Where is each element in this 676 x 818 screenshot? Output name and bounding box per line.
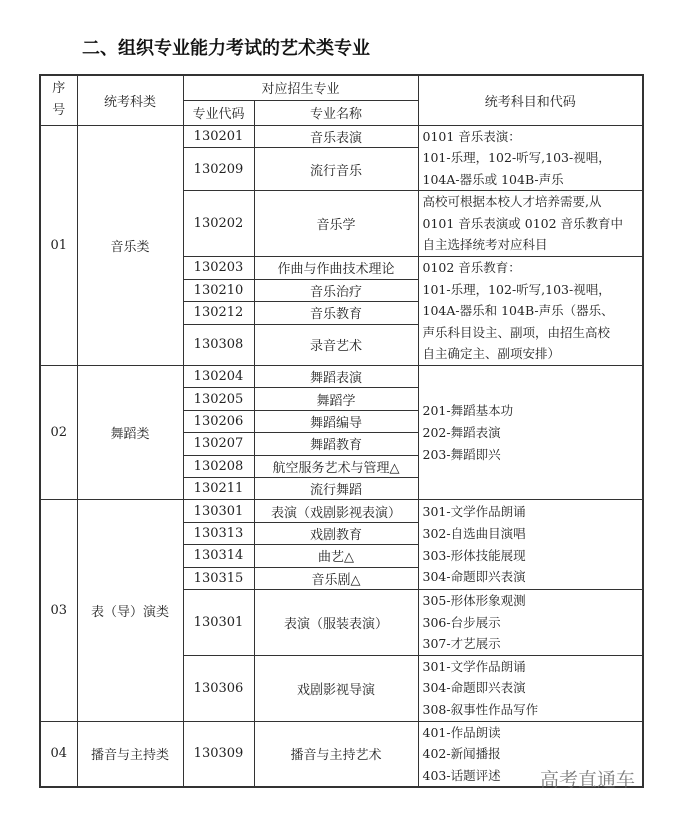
exam-line: 304-命题即兴表演 <box>422 569 526 585</box>
major-code: 130313 <box>183 522 254 544</box>
major-name: 舞蹈学 <box>254 388 418 410</box>
major-code: 130206 <box>183 410 254 432</box>
major-name: 音乐治疗 <box>254 279 418 301</box>
major-name: 曲艺△ <box>254 545 418 567</box>
exam-line: 0102 音乐教育： <box>422 260 521 276</box>
exam-line: 自主确定主、副项安排） <box>422 346 561 362</box>
group-number: 01 <box>40 125 77 366</box>
major-name: 音乐剧△ <box>254 567 418 589</box>
exam-line: 303-形体技能展现 <box>422 547 526 563</box>
exam-line: 0101 音乐表演： <box>422 128 521 144</box>
major-name: 表演（戏剧影视表演） <box>254 500 418 522</box>
exam-line: 104A-器乐和 104B-声乐（器乐、 <box>422 303 614 319</box>
major-name: 作曲与作曲技术理论 <box>254 257 418 279</box>
exam-subjects <box>418 500 643 590</box>
major-code: 130202 <box>183 191 254 257</box>
major-name: 舞蹈教育 <box>254 433 418 455</box>
major-code: 130211 <box>183 477 254 499</box>
exam-line: 声乐科目设主、副项，由招生高校 <box>422 324 611 340</box>
exam-line: 304-命题即兴表演 <box>422 680 526 696</box>
exam-line: 301-文学作品朗诵 <box>422 658 526 674</box>
art-majors-table <box>39 74 644 788</box>
header-category: 统考科类 <box>77 75 183 125</box>
exam-line: 302-自选曲目演唱 <box>422 526 526 542</box>
major-code: 130314 <box>183 545 254 567</box>
major-name: 表演（服装表演） <box>254 589 418 655</box>
exam-line: 308-叙事性作品写作 <box>422 701 539 717</box>
group-number: 02 <box>40 366 77 500</box>
exam-line: 203-舞蹈即兴 <box>422 446 501 462</box>
watermark: 高考直通车 <box>540 769 636 791</box>
major-name: 舞蹈表演 <box>254 366 418 388</box>
header-majors-group: 对应招生专业 <box>183 75 418 100</box>
major-code: 130306 <box>183 655 254 721</box>
major-name: 音乐教育 <box>254 302 418 324</box>
major-name: 航空服务艺术与管理△ <box>254 455 418 477</box>
exam-line: 104A-器乐或 104B-声乐 <box>422 171 564 187</box>
major-name: 戏剧影视导演 <box>254 655 418 721</box>
group-category: 舞蹈类 <box>77 366 183 500</box>
table-row <box>40 500 643 522</box>
exam-subjects <box>418 655 643 721</box>
exam-line: 307-才艺展示 <box>422 636 501 652</box>
exam-line: 101-乐理，102-听写,103-视唱， <box>422 150 611 166</box>
group-number: 04 <box>40 721 77 787</box>
major-code: 130308 <box>183 324 254 366</box>
major-code: 130207 <box>183 433 254 455</box>
exam-line: 305-形体形象观测 <box>422 592 526 608</box>
major-name: 播音与主持艺术 <box>254 721 418 787</box>
exam-line: 401-作品朗读 <box>422 724 501 740</box>
major-code: 130212 <box>183 302 254 324</box>
table-body <box>40 125 643 787</box>
exam-subjects <box>418 125 643 191</box>
exam-line: 306-台步展示 <box>422 614 501 630</box>
major-code: 130203 <box>183 257 254 279</box>
major-code: 130204 <box>183 366 254 388</box>
major-code: 130205 <box>183 388 254 410</box>
major-name: 流行舞蹈 <box>254 477 418 499</box>
exam-line: 高校可根据本校人才培养需要,从 <box>422 194 602 210</box>
table-row <box>40 125 643 148</box>
header-exam: 统考科目和代码 <box>418 75 643 125</box>
major-name: 录音艺术 <box>254 324 418 366</box>
header-major-code: 专业代码 <box>183 100 254 125</box>
major-code: 130208 <box>183 455 254 477</box>
major-code: 130210 <box>183 279 254 301</box>
exam-line: 101-乐理，102-听写,103-视唱， <box>422 281 611 297</box>
exam-line: 201-舞蹈基本功 <box>422 403 514 419</box>
exam-subjects <box>418 589 643 655</box>
exam-line: 301-文学作品朗诵 <box>422 504 526 520</box>
exam-line: 403-话题评述 <box>422 767 501 783</box>
major-name: 音乐表演 <box>254 125 418 148</box>
major-code: 130209 <box>183 148 254 191</box>
exam-subjects <box>418 366 643 500</box>
major-code: 130301 <box>183 500 254 522</box>
exam-line: 402-新闻播报 <box>422 746 501 762</box>
exam-line: 0101 音乐表演或 0102 音乐教育中 <box>422 215 624 231</box>
header-major-name: 专业名称 <box>254 100 418 125</box>
exam-line: 自主选择统考对应科目 <box>422 237 548 253</box>
table-row <box>40 366 643 388</box>
header-no: 序号 <box>40 75 77 125</box>
major-name: 流行音乐 <box>254 148 418 191</box>
major-code: 130315 <box>183 567 254 589</box>
exam-subjects <box>418 257 643 366</box>
group-category: 播音与主持类 <box>77 721 183 787</box>
major-code: 130201 <box>183 125 254 148</box>
major-name: 舞蹈编导 <box>254 410 418 432</box>
section-title: 二、组织专业能力考试的艺术类专业 <box>82 38 370 59</box>
exam-subjects <box>418 191 643 257</box>
major-code: 130309 <box>183 721 254 787</box>
group-category: 音乐类 <box>77 125 183 366</box>
group-number: 03 <box>40 500 77 721</box>
major-code: 130301 <box>183 589 254 655</box>
group-category: 表（导）演类 <box>77 500 183 721</box>
exam-line: 202-舞蹈表演 <box>422 424 501 440</box>
major-name: 音乐学 <box>254 191 418 257</box>
major-name: 戏剧教育 <box>254 522 418 544</box>
